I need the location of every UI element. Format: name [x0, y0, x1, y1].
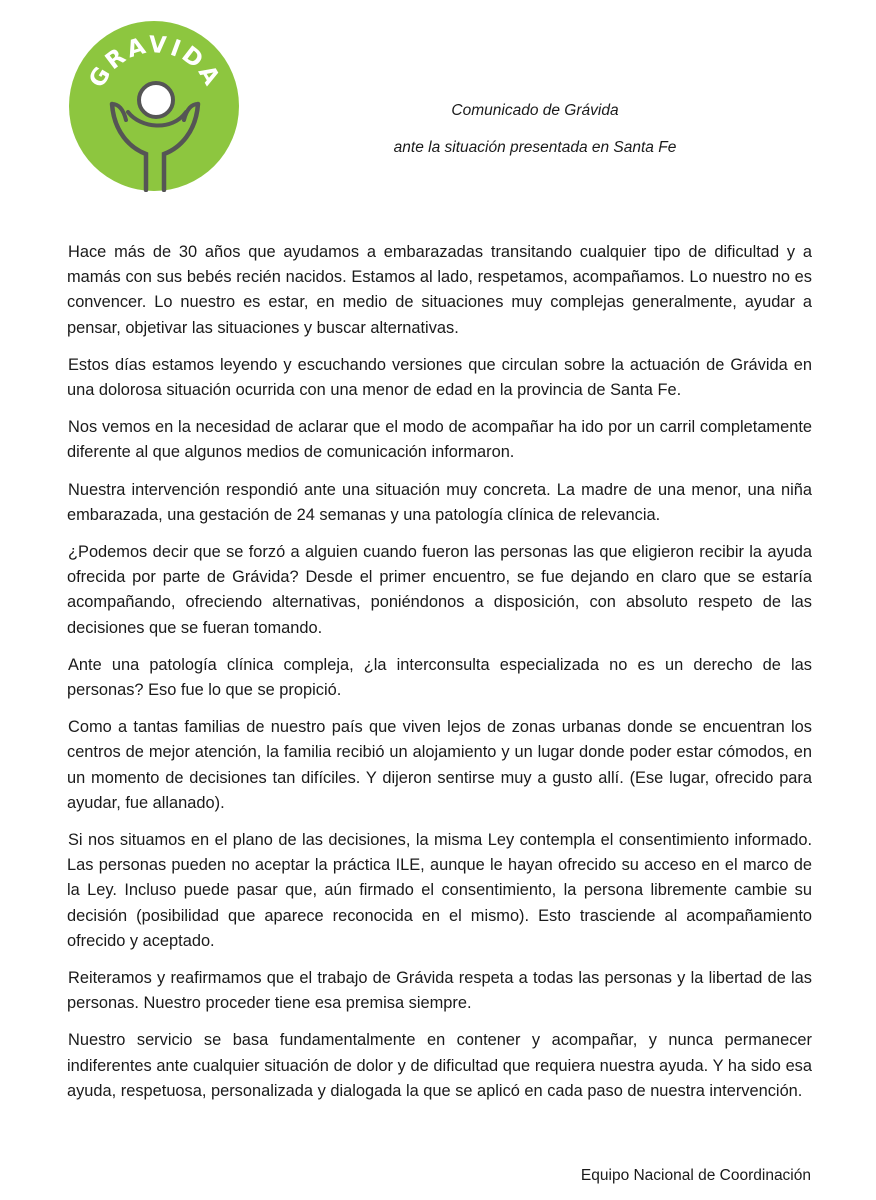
header-subtitle: ante la situación presentada en Santa Fe	[393, 139, 677, 156]
paragraph: Si nos situamos en el plano de las decisiones, la misma Ley contempla el consentimiento informado. Las personas pueden no aceptar la práctica ILE, aunque le hayan ofrecido su acceso en el marco de la Ley. Incluso puede pasar que, aún firmado el consentimiento, la persona libremente cambie su decisión (posibilidad que aparece reconocida en el mismo). Esto trasciende al acompañamiento ofrecido y aceptado.	[67, 831, 812, 950]
paragraph: Estos días estamos leyendo y escuchando versiones que circulan sobre la actuación de Grávida en una dolorosa situación ocurrida con una menor de edad en la provincia de Santa Fe.	[67, 355, 812, 400]
document-header	[320, 92, 750, 166]
paragraph: Nos vemos en la necesidad de aclarar que el modo de acompañar ha ido por un carril completamente diferente al que algunos medios de comunicación informaron.	[67, 418, 812, 462]
paragraph: ¿Podemos decir que se forzó a alguien cuando fueron las personas las que eligieron recibir la ayuda ofrecida por parte de Grávida? Desde el primer encuentro, se fue dejando en claro que se estaría acompañando, ofreciendo alternativas, poniéndonos a disposición, con absoluto respeto de las decisiones que se fueran tomando.	[67, 543, 812, 637]
gravida-logo	[68, 20, 240, 192]
paragraph: Hace más de 30 años que ayudamos a embarazadas transitando cualquier tipo de dificultad y a mamás con sus bebés recién nacidos. Estamos al lado, respetamos, acompañamos. Lo nuestro no es convencer. Lo nuestro es estar, en medio de situaciones muy complejas generalmente, ayudar a pensar, objetivar las situaciones y buscar alternativas.	[67, 243, 812, 337]
paragraph: Como a tantas familias de nuestro país que viven lejos de zonas urbanas donde se encuentran los centros de mejor atención, la familia recibió un alojamiento y un lugar donde poder estar cómodos, en un momento de decisiones tan difíciles. Y dijeron sentirse muy a gusto allí. (Ese lugar, ofrecido para ayudar, fue allanado).	[67, 718, 812, 812]
header-title: Comunicado de Grávida	[451, 102, 619, 119]
paragraph: Reiteramos y reafirmamos que el trabajo de Grávida respeta a todas las personas y la libertad de las personas. Nuestro proceder tiene esa premisa siempre.	[67, 969, 812, 1013]
paragraph: Ante una patología clínica compleja, ¿la interconsulta especializada no es un derecho de las personas? Eso fue lo que se propició.	[67, 655, 812, 700]
paragraph: Nuestro servicio se basa fundamentalmente en contener y acompañar, y nunca permanecer indiferentes ante cualquier situación de dolor y de dificultad que requiera nuestra ayuda. Y ha sido esa ayuda, respetuosa, personalizada y dialogada la que se aplicó en cada paso de nuestra intervención.	[67, 1031, 812, 1100]
paragraph: Nuestra intervención respondió ante una situación muy concreta. La madre de una menor, una niña embarazada, una gestación de 24 semanas y una patología clínica de relevancia.	[67, 480, 812, 524]
logo-text: GRAVIDA	[84, 32, 226, 93]
hands-holding-baby-icon	[68, 20, 240, 192]
document-body	[67, 240, 812, 1116]
signature: Equipo Nacional de Coordinación	[580, 1167, 811, 1184]
